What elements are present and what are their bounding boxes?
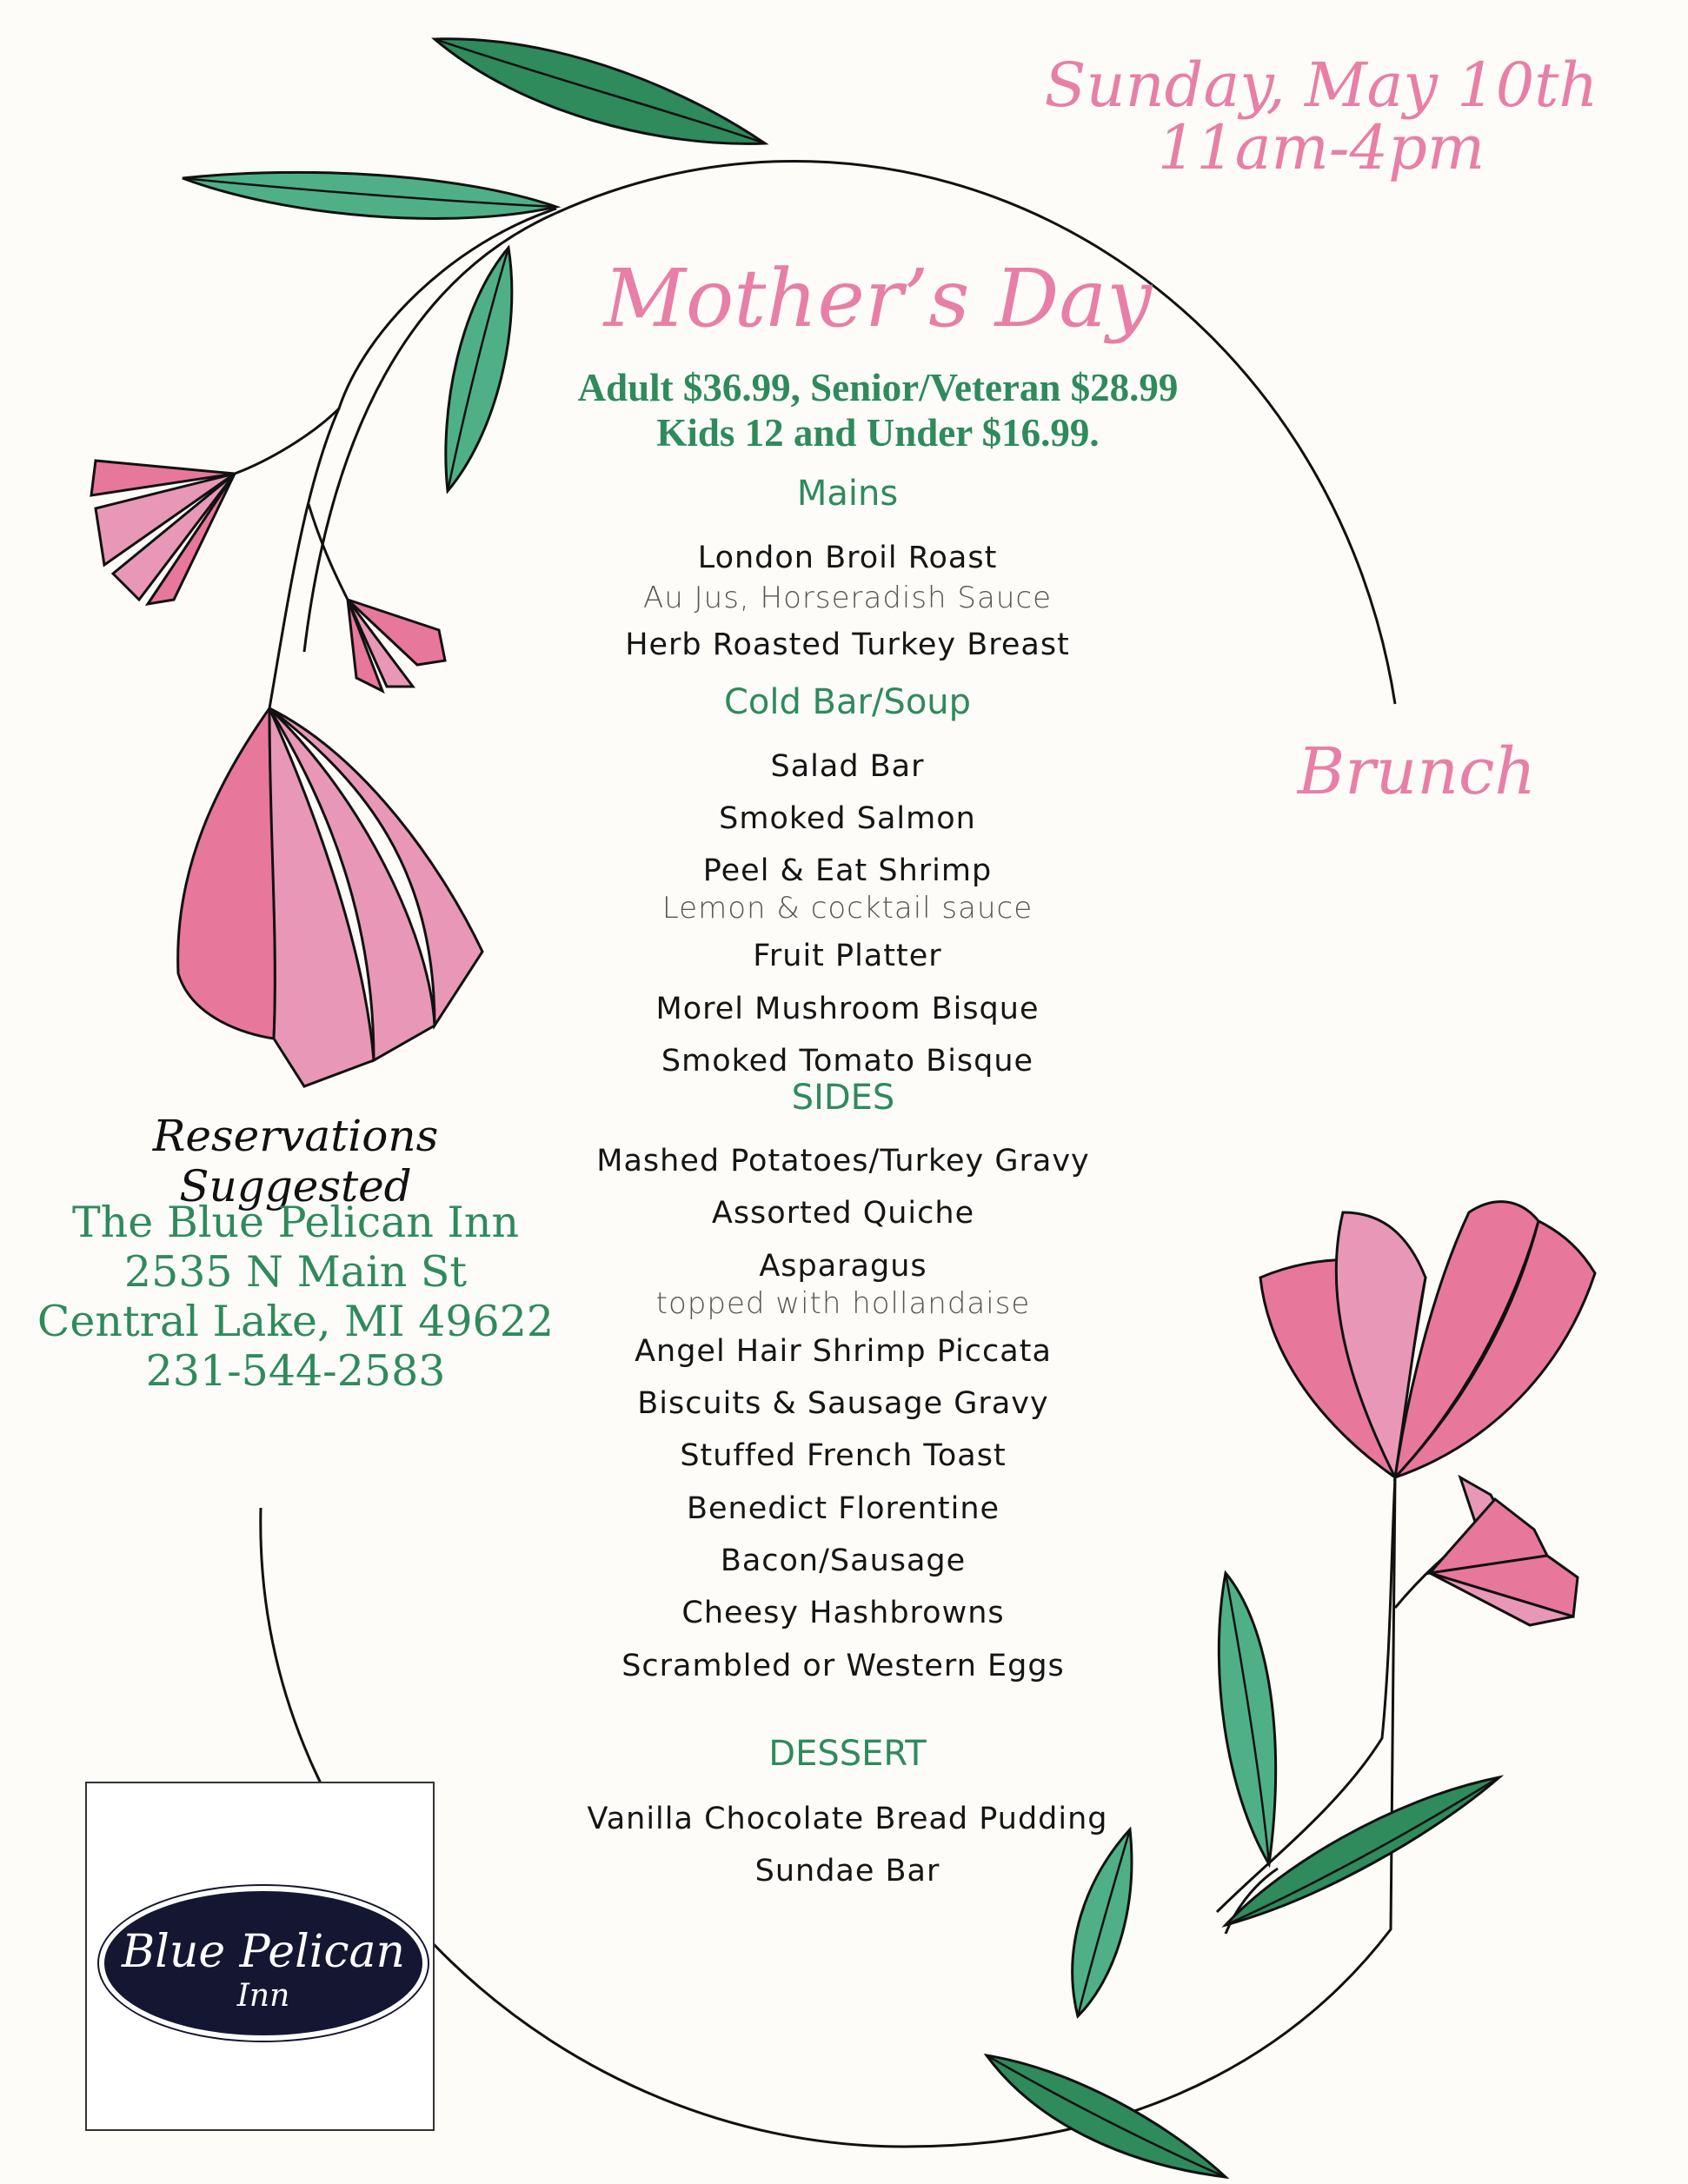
venue-city: Central Lake, MI 49622 [37,1297,555,1346]
price-line: Adult $36.99, Senior/Veteran $28.99 [577,366,1179,409]
section-heading-sides: SIDES [791,1078,895,1118]
venue-street: 2535 N Main St [123,1247,468,1297]
menu-item: London Broil Roast [697,541,998,575]
menu-item: Peel & Eat Shrimp [702,853,993,888]
venue-address [35,1198,556,1396]
menu-item: Stuffed French Toast [680,1438,1007,1473]
menu-item: Salad Bar [770,749,925,784]
menu-item: Mashed Potatoes/Turkey Gravy [596,1144,1090,1178]
price-list [487,365,1269,455]
menu-item: Asparagus [759,1249,927,1284]
reservations-note: Reservations Suggested [152,1111,439,1211]
section-heading-mains: Mains [796,474,899,514]
leaf [1219,1573,1275,1864]
menu-item: Bacon/Sausage [720,1543,967,1578]
menu-item: Angel Hair Shrimp Piccata [635,1334,1052,1369]
menu-item: Sundae Bar [754,1854,940,1889]
menu-item: Benedict Florentine [686,1491,1000,1526]
menu-item: Fruit Platter [753,939,942,973]
event-date-time [1008,50,1634,183]
menu-item: Scrambled or Western Eggs [621,1649,1065,1683]
menu-item: Assorted Quiche [711,1196,975,1231]
menu-item: Morel Mushroom Bisque [655,992,1040,1026]
menu-item-note: Au Jus, Horseradish Sauce [643,581,1052,615]
menu-item: Cheesy Hashbrowns [681,1596,1005,1630]
flower-petal [178,708,276,1039]
menu-item: Smoked Salmon [719,801,976,836]
menu-item: Vanilla Chocolate Bread Pudding [587,1802,1108,1836]
page-title: Mother’s Day [603,252,1153,345]
logo-oval [99,1886,428,2041]
menu-item-note: Lemon & cocktail sauce [661,891,1033,926]
page-subtitle: Brunch [1297,734,1537,809]
section-heading-dessert: DESSERT [768,1734,927,1774]
event-date: Sunday, May 10th [1044,50,1598,121]
menu-item: Herb Roasted Turkey Breast [625,627,1070,662]
menu-item: Biscuits & Sausage Gravy [637,1386,1049,1421]
leaf [435,39,765,143]
section-heading-cold-bar: Cold Bar/Soup [723,682,972,722]
leaf [987,2055,1226,2177]
event-time: 11am-4pm [1157,112,1485,183]
menu-item: Smoked Tomato Bisque [661,1044,1034,1079]
logo-text-inn: Inn [236,1978,290,2014]
venue-name: The Blue Pelican Inn [72,1198,519,1247]
logo [85,1782,435,2131]
venue-phone: 231-544-2583 [145,1346,446,1396]
price-line: Kids 12 and Under $16.99. [656,411,1100,455]
logo-text-name: Blue Pelican [122,1926,405,1978]
menu-item-note: topped with hollandaise [655,1286,1031,1321]
